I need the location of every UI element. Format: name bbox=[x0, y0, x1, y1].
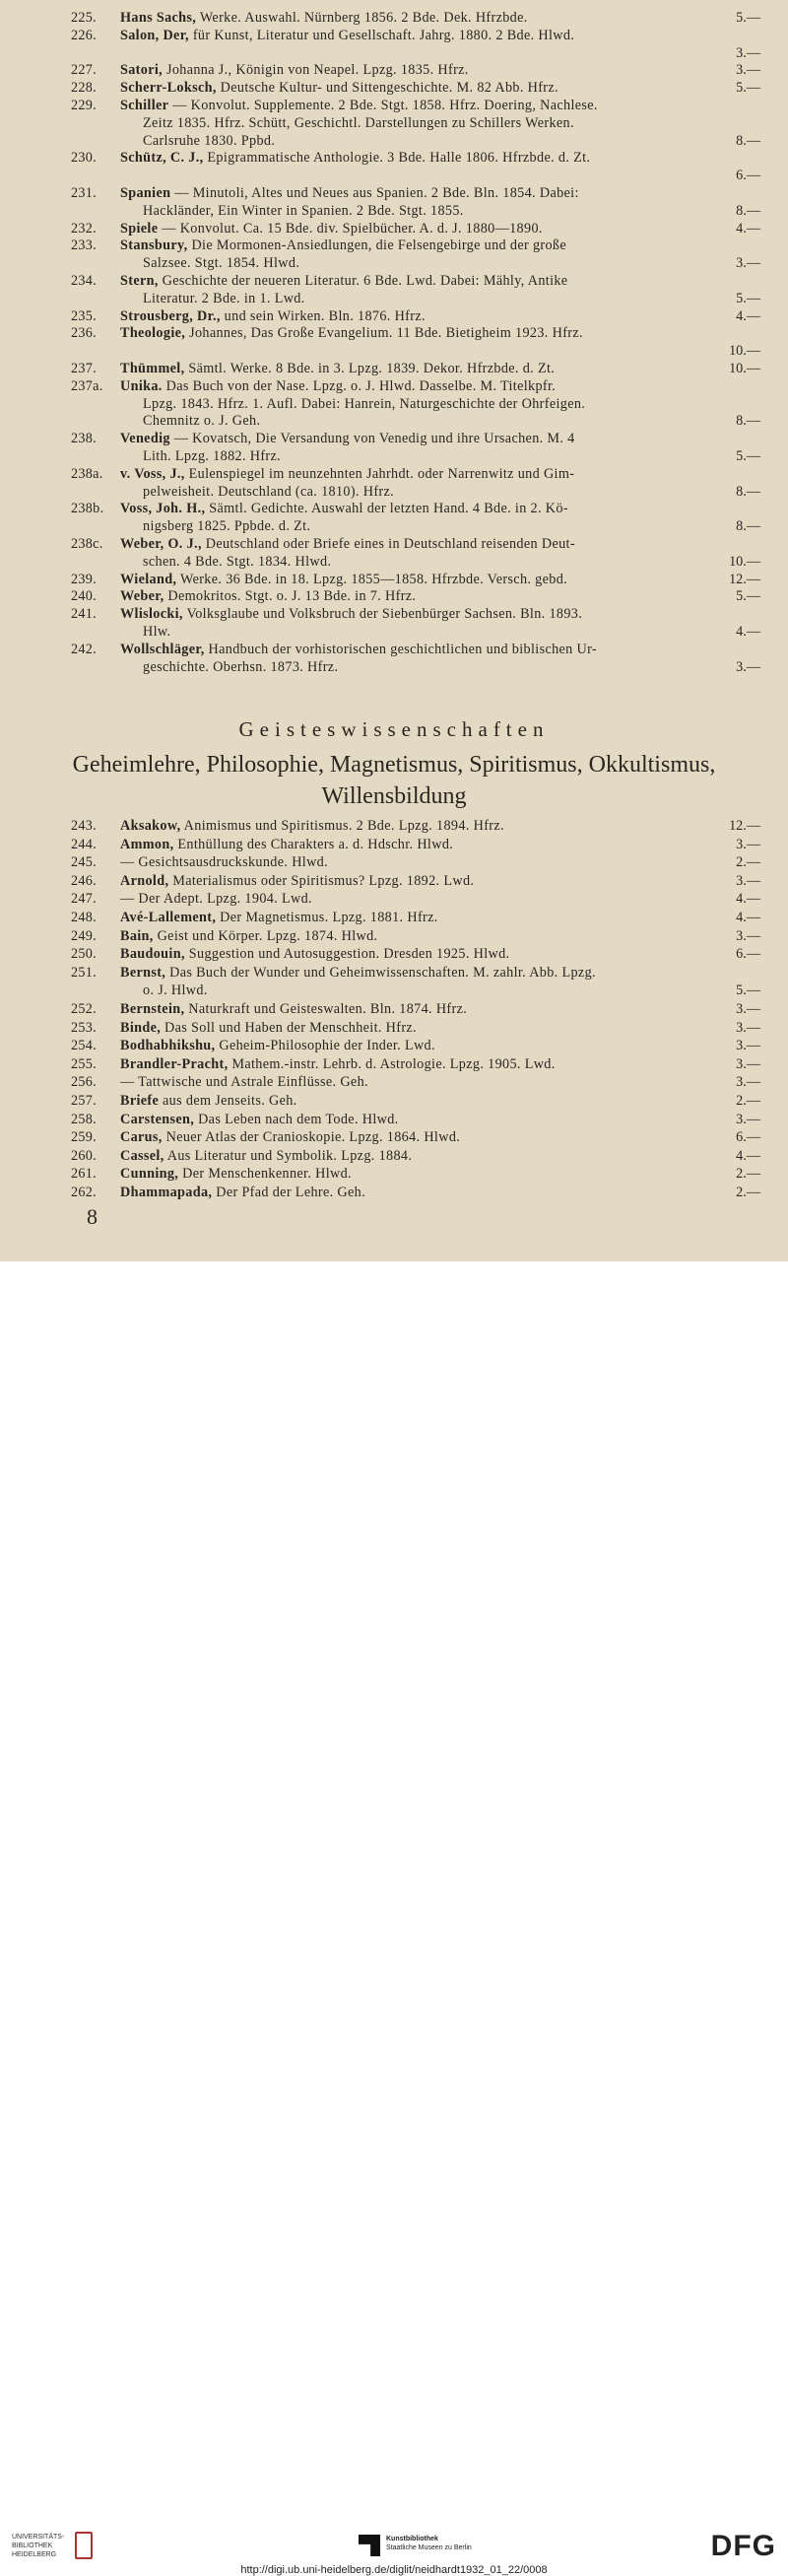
kunstbibliothek-logo-icon bbox=[359, 2535, 380, 2556]
section-subtitle-line-2: Willensbildung bbox=[321, 783, 467, 809]
entry-author: Bain, bbox=[120, 927, 154, 944]
scanned-page bbox=[0, 0, 788, 1261]
entry-text: Avé-Lallement, Der Magnetismus. Lpzg. 1881. Hfrz. bbox=[120, 910, 438, 925]
entry-text: Bernstein, Naturkraft und Geisteswalten. Bln. 1874. Hfrz. bbox=[120, 1001, 468, 1017]
entry-number: 258. bbox=[71, 1111, 98, 1127]
entry-number: 238c. bbox=[71, 536, 103, 552]
entry-author: Ammon, bbox=[120, 836, 174, 852]
entry-author: Cunning, bbox=[120, 1166, 179, 1183]
entry-number: 259. bbox=[71, 1129, 98, 1146]
entry-text: Hlw. bbox=[143, 624, 171, 640]
entry-price: 8.— bbox=[736, 413, 760, 430]
entry-price: 4.— bbox=[736, 624, 760, 640]
entry-price: 10.— bbox=[729, 361, 760, 376]
university-mark-icon bbox=[75, 2532, 93, 2559]
entry-text: Chemnitz o. J. Geh. bbox=[143, 413, 261, 430]
entry-number: 256. bbox=[71, 1074, 98, 1091]
entry-price: 3.— bbox=[736, 1019, 760, 1036]
entry-number: 235. bbox=[71, 307, 98, 324]
entry-author: Stern, bbox=[120, 273, 159, 289]
entry-price: 2.— bbox=[736, 1185, 760, 1200]
entry-author: Hans Sachs, bbox=[120, 10, 197, 26]
entry-author: Salon, Der, bbox=[120, 27, 189, 43]
entry-number: 228. bbox=[71, 80, 98, 97]
page-url[interactable]: http://digi.ub.uni-heidelberg.de/diglit/neidhardt1932_01_22/0008 bbox=[240, 2564, 548, 2576]
entry-author: Venedig bbox=[120, 431, 170, 447]
entry-author: Binde, bbox=[120, 1019, 162, 1036]
entry-text: Brandler-Pracht, Mathem.-instr. Lehrb. d. Astrologie. Lpzg. 1905. Lwd. bbox=[120, 1055, 556, 1072]
entry-number: 247. bbox=[71, 891, 98, 908]
entry-price: 3.— bbox=[736, 1001, 760, 1017]
entry-text: Spanien — Minutoli, Altes und Neues aus Spanien. 2 Bde. Bln. 1854. Dabei: bbox=[120, 185, 579, 201]
entry-author: Avé-Lallement, bbox=[120, 910, 217, 925]
entry-text: Cunning, Der Menschenkenner. Hlwd. bbox=[120, 1166, 352, 1183]
entry-price: 4.— bbox=[736, 1147, 760, 1164]
entry-text: — Gesichtsausdruckskunde. Hlwd. bbox=[120, 854, 329, 871]
entry-text: Bain, Geist und Körper. Lpzg. 1874. Hlwd. bbox=[120, 927, 378, 944]
entry-text: Wieland, Werke. 36 Bde. in 18. Lpzg. 1855—1858. Hfrzbde. Versch. gebd. bbox=[120, 571, 568, 587]
entry-author: Bernstein, bbox=[120, 1001, 185, 1017]
entry-text: Binde, Das Soll und Haben der Menschheit. Hfrz. bbox=[120, 1019, 417, 1036]
entry-text: Zeitz 1835. Hfrz. Schütt, Geschichtl. Darstellungen zu Schillers Werken. bbox=[143, 114, 574, 131]
entry-number: 262. bbox=[71, 1185, 98, 1200]
entry-number: 233. bbox=[71, 237, 98, 254]
entry-number: 226. bbox=[71, 27, 98, 43]
entry-price: 4.— bbox=[736, 220, 760, 237]
entry-text: Thümmel, Sämtl. Werke. 8 Bde. in 3. Lpzg. 1839. Dekor. Hfrzbde. d. Zt. bbox=[120, 361, 556, 376]
entry-text: Satori, Johanna J., Königin von Neapel. Lpzg. 1835. Hfrz. bbox=[120, 62, 469, 79]
entry-number: 260. bbox=[71, 1147, 98, 1164]
entry-number: 244. bbox=[71, 836, 98, 852]
entry-author: Schiller bbox=[120, 98, 169, 113]
entry-text: nigsberg 1825. Ppbde. d. Zt. bbox=[143, 518, 311, 535]
entry-number: 257. bbox=[71, 1093, 98, 1109]
entry-text: Weber, Demokritos. Stgt. o. J. 13 Bde. in 7. Hfrz. bbox=[120, 588, 417, 605]
entry-number: 241. bbox=[71, 606, 98, 623]
entry-author: Spanien bbox=[120, 185, 171, 201]
entry-number: 248. bbox=[71, 910, 98, 925]
entry-price: 8.— bbox=[736, 518, 760, 535]
entry-author: Stansbury, bbox=[120, 237, 188, 254]
entry-author: Briefe bbox=[120, 1093, 160, 1109]
entry-text: o. J. Hlwd. bbox=[143, 983, 208, 999]
entry-number: 254. bbox=[71, 1038, 98, 1054]
entry-author: Arnold, bbox=[120, 872, 169, 889]
entry-author: Strousberg, Dr., bbox=[120, 307, 221, 324]
entry-author: Weber, O. J., bbox=[120, 536, 202, 552]
entry-author: Bodhabhikshu, bbox=[120, 1038, 216, 1054]
entry-text: Voss, Joh. H., Sämtl. Gedichte. Auswahl der letzten Hand. 4 Bde. in 2. Kö- bbox=[120, 501, 568, 517]
entry-price: 4.— bbox=[736, 891, 760, 908]
entry-price: 6.— bbox=[736, 946, 760, 963]
entry-text: Carus, Neuer Atlas der Cranioskopie. Lpzg. 1864. Hlwd. bbox=[120, 1129, 461, 1146]
entry-number: 238b. bbox=[71, 501, 104, 517]
entry-text: Scherr-Loksch, Deutsche Kultur- und Sittengeschichte. M. 82 Abb. Hfrz. bbox=[120, 80, 558, 97]
entry-number: 237. bbox=[71, 361, 98, 376]
entry-text: Wollschläger, Handbuch der vorhistorischen geschichtlichen und biblischen Ur- bbox=[120, 641, 597, 657]
entry-price: 5.— bbox=[736, 448, 760, 464]
entry-number: 234. bbox=[71, 273, 98, 289]
entry-text: Unika. Das Buch von der Nase. Lpzg. o. J. Hlwd. Dasselbe. M. Titelkpfr. bbox=[120, 377, 557, 394]
section-title: Geisteswissenschaften bbox=[238, 717, 550, 741]
entry-price: 6.— bbox=[736, 1129, 760, 1146]
entry-price: 3.— bbox=[736, 1111, 760, 1127]
entry-text: Bodhabhikshu, Geheim-Philosophie der Inder. Lwd. bbox=[120, 1038, 435, 1054]
entry-author: Thümmel, bbox=[120, 361, 185, 376]
entry-number: 252. bbox=[71, 1001, 98, 1017]
entry-text: Lith. Lpzg. 1882. Hfrz. bbox=[143, 448, 282, 464]
entry-number: 243. bbox=[71, 818, 98, 834]
entry-price: 12.— bbox=[729, 818, 760, 834]
entry-number: 238a. bbox=[71, 465, 103, 482]
entry-text: Venedig — Kovatsch, Die Versandung von Venedig und ihre Ursachen. M. 4 bbox=[120, 431, 575, 447]
entry-price: 2.— bbox=[736, 854, 760, 871]
entry-author: Aksakow, bbox=[120, 818, 181, 834]
entry-text: Schütz, C. J., Epigrammatische Anthologie. 3 Bde. Halle 1806. Hfrzbde. d. Zt. bbox=[120, 150, 591, 167]
entry-number: 240. bbox=[71, 588, 98, 605]
entry-price: 3.— bbox=[736, 927, 760, 944]
entry-text: Baudouin, Suggestion und Autosuggestion. Dresden 1925. Hlwd. bbox=[120, 946, 510, 963]
entry-text: Hackländer, Ein Winter in Spanien. 2 Bde. Stgt. 1855. bbox=[143, 202, 464, 219]
entry-author: Dhammapada, bbox=[120, 1185, 213, 1200]
university-library-logo: UNIVERSITÄTS- BIBLIOTHEK HEIDELBERG bbox=[12, 2534, 65, 2558]
entry-author: Spiele bbox=[120, 220, 159, 237]
entry-author: Scherr-Loksch, bbox=[120, 80, 217, 97]
entry-author: v. Voss, J., bbox=[120, 465, 185, 482]
entry-author: Schütz, C. J., bbox=[120, 150, 204, 167]
entry-price: 2.— bbox=[736, 1166, 760, 1183]
entry-price: 3.— bbox=[736, 872, 760, 889]
entry-price: 5.— bbox=[736, 588, 760, 605]
entry-author: Wollschläger, bbox=[120, 641, 205, 657]
entry-text: Salzsee. Stgt. 1854. Hlwd. bbox=[143, 255, 300, 272]
kunstbibliothek-label: Kunstbibliothek Staatliche Museen zu Berlin bbox=[386, 2536, 472, 2551]
entry-price: 3.— bbox=[736, 255, 760, 272]
entry-price: 5.— bbox=[736, 290, 760, 306]
entry-text: — Der Adept. Lpzg. 1904. Lwd. bbox=[120, 891, 312, 908]
section-subtitle bbox=[0, 749, 788, 812]
entry-number: 253. bbox=[71, 1019, 98, 1036]
entry-author: Wlislocki, bbox=[120, 606, 183, 623]
entry-text: pelweisheit. Deutschland (ca. 1810). Hfrz. bbox=[143, 483, 395, 500]
entry-price: 3.— bbox=[736, 1055, 760, 1072]
entry-text: Bernst, Das Buch der Wunder und Geheimwissenschaften. M. zahlr. Abb. Lpzg. bbox=[120, 964, 596, 981]
section-subtitle-line-1: Geheimlehre, Philosophie, Magnetismus, Spiritismus, Okkultismus, bbox=[72, 752, 716, 778]
entry-text: Stansbury, Die Mormonen-Ansiedlungen, die Felsengebirge und der große bbox=[120, 237, 567, 254]
entry-text: Salon, Der, für Kunst, Literatur und Gesellschaft. Jahrg. 1880. 2 Bde. Hlwd. bbox=[120, 27, 575, 43]
entry-text: v. Voss, J., Eulenspiegel im neunzehnten Jahrhdt. oder Narrenwitz und Gim- bbox=[120, 465, 575, 482]
entry-text: Carstensen, Das Leben nach dem Tode. Hlwd. bbox=[120, 1111, 399, 1127]
entry-author: Voss, Joh. H., bbox=[120, 501, 206, 517]
entry-number: 232. bbox=[71, 220, 98, 237]
entry-price: 2.— bbox=[736, 1093, 760, 1109]
entry-number: 236. bbox=[71, 325, 98, 342]
entry-author: Carstensen, bbox=[120, 1111, 195, 1127]
entry-price: 8.— bbox=[736, 202, 760, 219]
entry-text: Cassel, Aus Literatur und Symbolik. Lpzg. 1884. bbox=[120, 1147, 413, 1164]
entry-author: Brandler-Pracht, bbox=[120, 1055, 229, 1072]
entry-author: Satori, bbox=[120, 62, 164, 79]
entry-price: 5.— bbox=[736, 80, 760, 97]
entry-price: 3.— bbox=[736, 62, 760, 79]
entry-text: Theologie, Johannes, Das Große Evangelium. 11 Bde. Bietigheim 1923. Hfrz. bbox=[120, 325, 583, 342]
entry-number: 227. bbox=[71, 62, 98, 79]
entry-price: 10.— bbox=[729, 343, 760, 360]
entry-price: 3.— bbox=[736, 44, 760, 61]
entry-price: 6.— bbox=[736, 168, 760, 184]
entry-text: Spiele — Konvolut. Ca. 15 Bde. div. Spielbücher. A. d. J. 1880—1890. bbox=[120, 220, 543, 237]
entry-number: 245. bbox=[71, 854, 98, 871]
entry-number: 251. bbox=[71, 964, 98, 981]
entry-text: Weber, O. J., Deutschland oder Briefe eines in Deutschland reisenden Deut- bbox=[120, 536, 575, 552]
entry-number: 231. bbox=[71, 185, 98, 201]
entry-author: Bernst, bbox=[120, 964, 166, 981]
entry-text: Wlislocki, Volksglaube und Volksbruch der Siebenbürger Sachsen. Bln. 1893. bbox=[120, 606, 583, 623]
entry-price: 10.— bbox=[729, 553, 760, 570]
entry-price: 4.— bbox=[736, 910, 760, 925]
entry-price: 8.— bbox=[736, 483, 760, 500]
entry-author: Baudouin, bbox=[120, 946, 185, 963]
entry-text: Literatur. 2 Bde. in 1. Lwd. bbox=[143, 290, 305, 306]
entry-text: Ammon, Enthüllung des Charakters a. d. Hdschr. Hlwd. bbox=[120, 836, 454, 852]
entry-number: 237a. bbox=[71, 377, 103, 394]
entry-text: Carlsruhe 1830. Ppbd. bbox=[143, 132, 276, 149]
dfg-logo: DFG bbox=[710, 2530, 776, 2562]
entry-text: Lpzg. 1843. Hfrz. 1. Aufl. Dabei: Hanrein, Naturgeschichte der Ohrfeigen. bbox=[143, 395, 586, 412]
entry-number: 255. bbox=[71, 1055, 98, 1072]
entry-author: Wieland, bbox=[120, 571, 177, 587]
footer-bar bbox=[0, 1261, 788, 2576]
entry-price: 4.— bbox=[736, 307, 760, 324]
entry-author: Carus, bbox=[120, 1129, 163, 1146]
entry-number: 238. bbox=[71, 431, 98, 447]
entry-text: Stern, Geschichte der neueren Literatur. 6 Bde. Lwd. Dabei: Mähly, Antike bbox=[120, 273, 568, 289]
entry-number: 239. bbox=[71, 571, 98, 587]
entry-price: 5.— bbox=[736, 10, 760, 26]
entry-text: Arnold, Materialismus oder Spiritismus? Lpzg. 1892. Lwd. bbox=[120, 872, 475, 889]
entry-author: Unika. bbox=[120, 377, 163, 394]
entry-text: Aksakow, Animismus und Spiritismus. 2 Bde. Lpzg. 1894. Hfrz. bbox=[120, 818, 504, 834]
entry-number: 250. bbox=[71, 946, 98, 963]
entry-text: Schiller — Konvolut. Supplemente. 2 Bde. Stgt. 1858. Hfrz. Doering, Nachlese. bbox=[120, 98, 598, 113]
entry-number: 225. bbox=[71, 10, 98, 26]
entry-number: 246. bbox=[71, 872, 98, 889]
entry-text: geschichte. Oberhsn. 1873. Hfrz. bbox=[143, 658, 339, 675]
page-number: 8 bbox=[87, 1204, 98, 1229]
entry-author: Theologie, bbox=[120, 325, 186, 342]
entry-text: Hans Sachs, Werke. Auswahl. Nürnberg 1856. 2 Bde. Dek. Hfrzbde. bbox=[120, 10, 528, 26]
entry-text: schen. 4 Bde. Stgt. 1834. Hlwd. bbox=[143, 553, 332, 570]
entry-author: Cassel, bbox=[120, 1147, 164, 1164]
entry-number: 249. bbox=[71, 927, 98, 944]
entry-text: Dhammapada, Der Pfad der Lehre. Geh. bbox=[120, 1185, 366, 1200]
entry-price: 3.— bbox=[736, 658, 760, 675]
entry-number: 242. bbox=[71, 641, 98, 657]
entry-text: Briefe aus dem Jenseits. Geh. bbox=[120, 1093, 297, 1109]
entry-price: 12.— bbox=[729, 571, 760, 587]
entry-number: 230. bbox=[71, 150, 98, 167]
entry-author: Weber, bbox=[120, 588, 164, 605]
entry-price: 8.— bbox=[736, 132, 760, 149]
entry-price: 5.— bbox=[736, 983, 760, 999]
entry-price: 3.— bbox=[736, 1074, 760, 1091]
entry-text: — Tattwische und Astrale Einflüsse. Geh. bbox=[120, 1074, 368, 1091]
entry-number: 261. bbox=[71, 1166, 98, 1183]
entry-price: 3.— bbox=[736, 1038, 760, 1054]
entry-price: 3.— bbox=[736, 836, 760, 852]
entry-number: 229. bbox=[71, 98, 98, 113]
entry-text: Strousberg, Dr., und sein Wirken. Bln. 1876. Hfrz. bbox=[120, 307, 426, 324]
